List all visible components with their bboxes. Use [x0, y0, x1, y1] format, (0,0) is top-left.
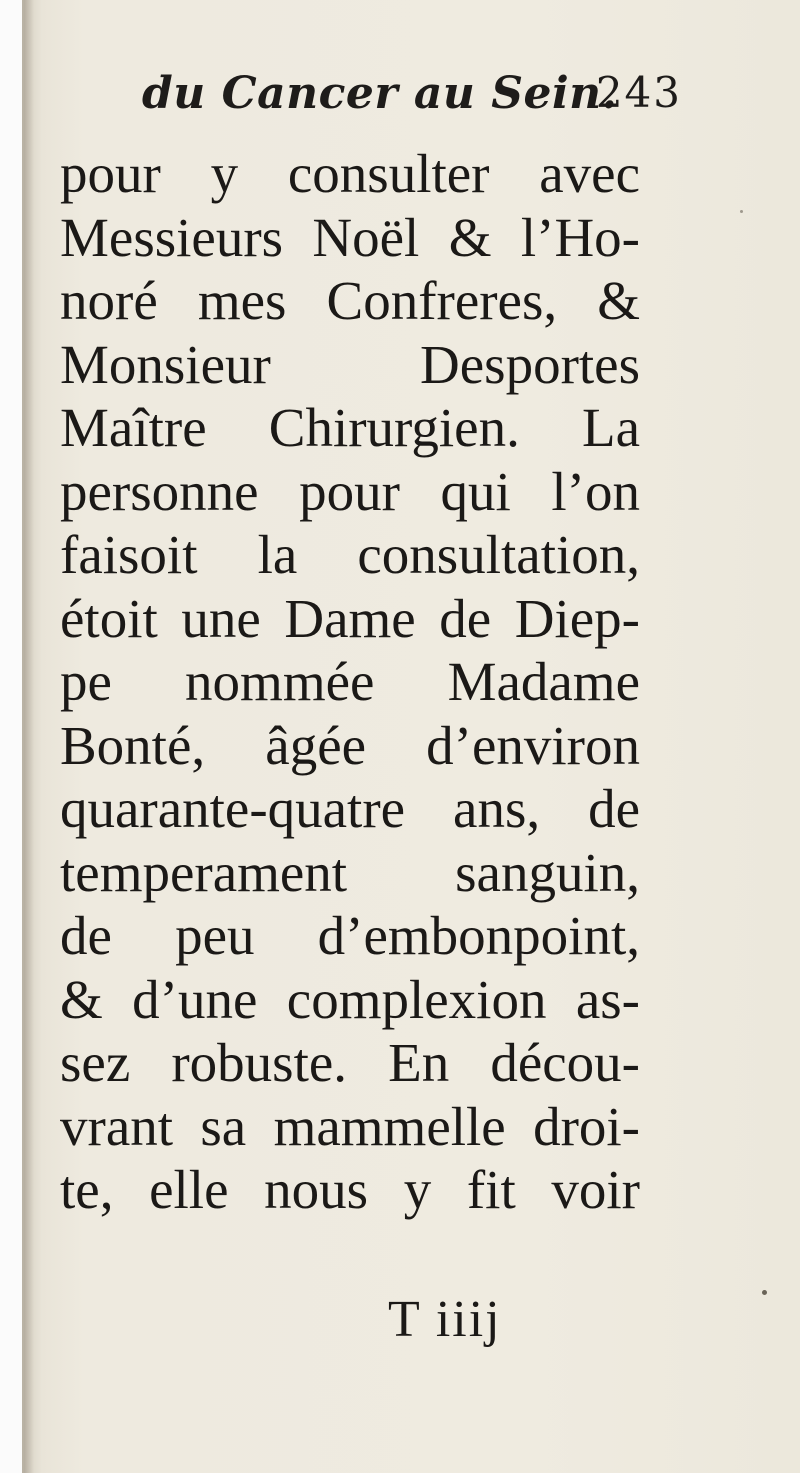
text-line: pour y consulter avec — [60, 143, 640, 204]
text-line: Bonté, âgée d’environ — [60, 714, 640, 776]
text-line: temperament sanguin, — [60, 841, 640, 903]
text-line: personne pour qui l’on — [60, 460, 640, 522]
signature-mark: T iiij — [388, 1291, 502, 1348]
paper-speck — [740, 210, 743, 213]
text-line: Monsieur Desportes — [60, 333, 640, 395]
text-line: pe nommée Madame — [60, 651, 640, 712]
text-line: sez robuste. En décou- — [60, 1032, 640, 1093]
text-line: vrant sa mammelle droi- — [60, 1095, 640, 1157]
body-text — [60, 142, 640, 1222]
text-line: étoit une Dame de Diep- — [60, 587, 640, 649]
paper-speck — [762, 1290, 767, 1295]
text-line: Maître Chirurgien. La — [60, 397, 640, 458]
page-number: 243 — [595, 68, 682, 117]
text-line: Messieurs Noël & l’Ho- — [60, 206, 640, 268]
running-title: du Cancer au Sein. — [142, 68, 618, 119]
text-line: faisoit la consultation, — [60, 524, 640, 585]
text-line: quarante-quatre ans, de — [60, 778, 640, 839]
text-line: noré mes Confreres, & — [60, 270, 640, 331]
text-line: & d’une complexion as- — [60, 968, 640, 1030]
text-line: te, elle nous y fit voir — [60, 1159, 640, 1220]
page-header — [142, 68, 682, 132]
text-line: de peu d’embonpoint, — [60, 905, 640, 966]
